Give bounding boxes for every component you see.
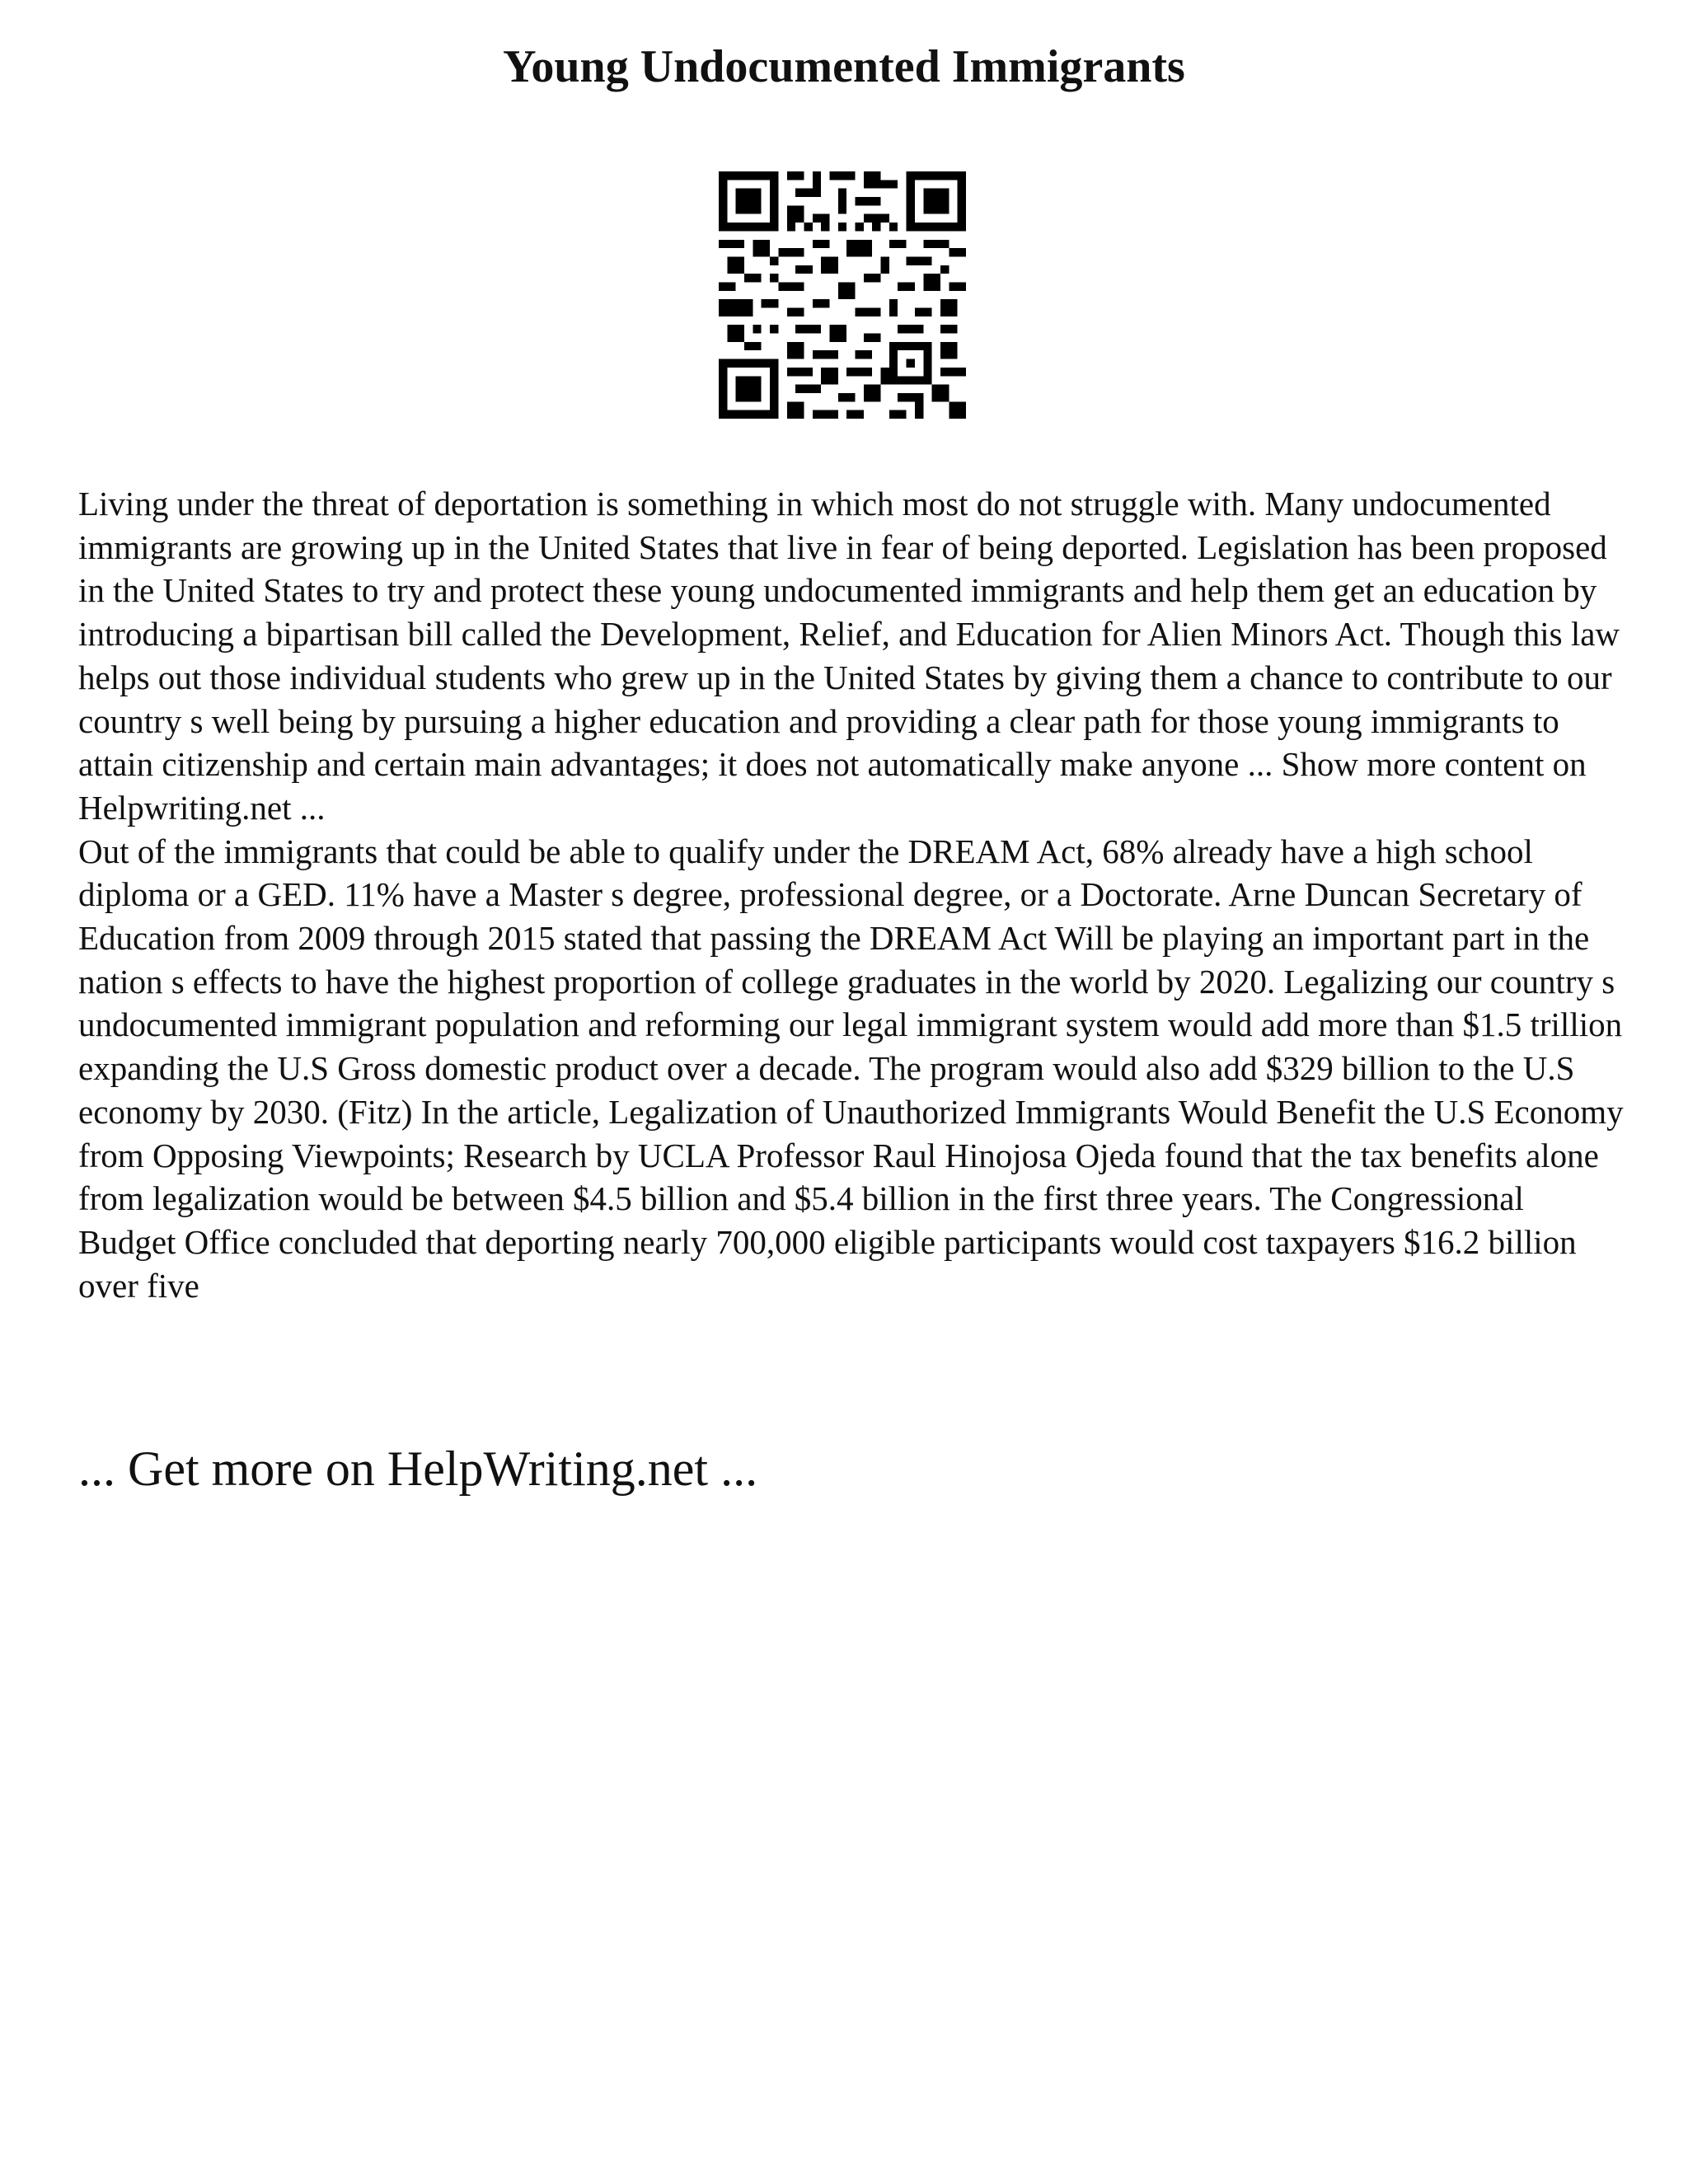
- article-body: [78, 482, 1628, 1307]
- get-more-link[interactable]: ... Get more on HelpWriting.net ...: [78, 1441, 758, 1496]
- paragraph: Out of the immigrants that could be able to qualify under the DREAM Act, 68% already have a high school diploma or a GED. 11% have a Master s degree, professional degree, or a Doctorate. Arne Duncan Secretary of Education from 2009 through 2015 stated that passing the DREAM Act Will be playing an important part in the nation s effects to have the highest proportion of college graduates in the world by 2020. Legalizing our country s undocumented immigrant population and reforming our legal immigrant system would add more than $1.5 trillion expanding the U.S Gross domestic product over a decade. The program would also add $329 billion to the U.S economy by 2030. (Fitz) In the article, Legalization of Unauthorized Immigrants Would Benefit the U.S Economy from Opposing Viewpoints; Research by UCLA Professor Raul Hinojosa Ojeda found that the tax benefits alone from legalization would be between $4.5 billion and $5.4 billion in the first three years. The Congressional Budget Office concluded that deporting nearly 700,000 eligible participants would cost taxpayers $16.2 billion over five: [78, 832, 1624, 1305]
- document-title: Young Undocumented Immigrants: [503, 41, 1185, 92]
- qr-code: [719, 171, 966, 419]
- qr-code-icon: [719, 171, 966, 419]
- paragraph: Living under the threat of deportation is something in which most do not struggle with. Many undocumented immigrants are growing up in the United States that live in fear of being deported. Legislation has been proposed in the United States to try and protect these young undocumented immigrants and help them get an education by introducing a bipartisan bill called the Development, Relief, and Education for Alien Minors Act. Though this law helps out those individual students who grew up in the United States by giving them a chance to contribute to our country s well being by pursuing a higher education and providing a clear path for those young immigrants to attain citizenship and certain main advantages; it does not automatically make anyone ... Show more content on Helpwriting.net ...: [78, 485, 1620, 827]
